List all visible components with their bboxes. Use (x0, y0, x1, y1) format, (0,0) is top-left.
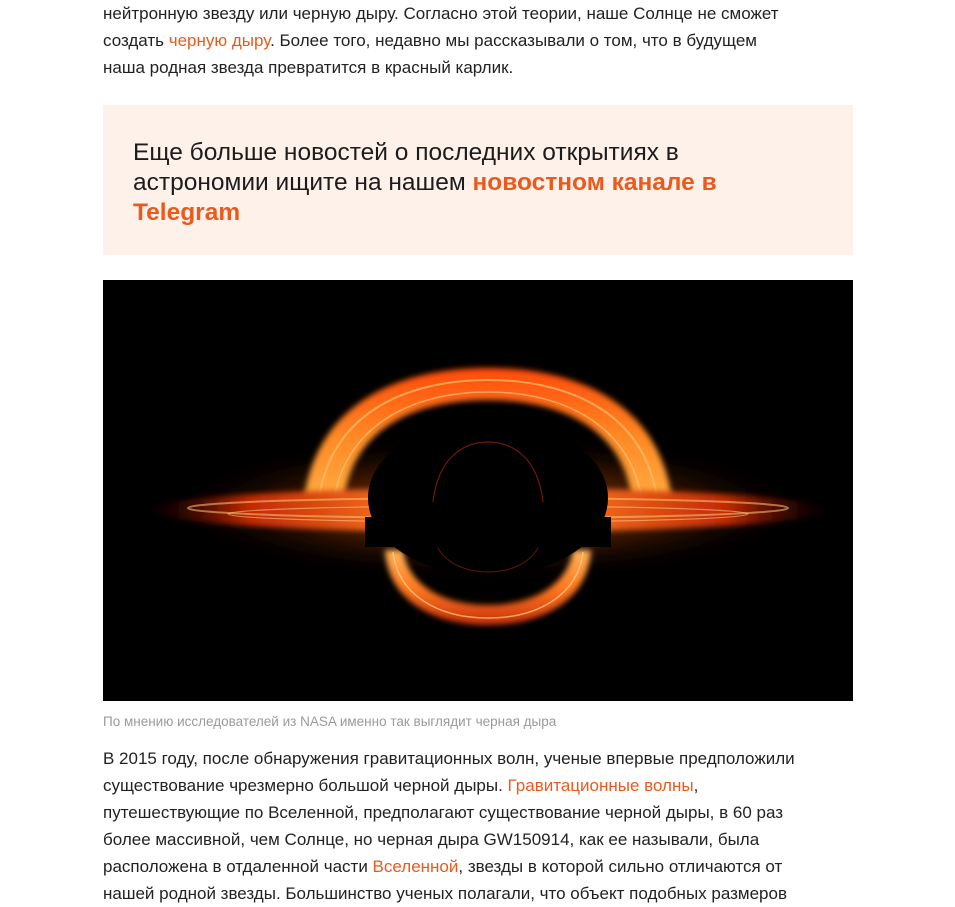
telegram-link-part-1: новостном канале в (472, 169, 717, 196)
promo-line-2: астрономии ищите на нашем (133, 169, 473, 196)
intro-line-1: нейтронную звезду или черную дыру. Согласно этой теории, наше Солнце не сможет (103, 4, 779, 23)
black-hole-image (103, 280, 853, 701)
gravitational-waves-link[interactable]: Гравитационные волны (507, 776, 694, 795)
universe-link[interactable]: Вселенной (372, 857, 459, 876)
intro-line-3: наша родная звезда превратится в красный карлик. (103, 58, 514, 77)
body-line-2-end: , (693, 776, 699, 795)
body-line-1: В 2015 году, после обнаружения гравитационных волн, ученые впервые предположили (103, 749, 795, 768)
promo-line-1: Еще больше новостей о последних открытиях в (133, 139, 679, 166)
telegram-promo-box (103, 105, 853, 255)
intro-line-2-end: . Более того, недавно мы рассказывали о том, что в будущем (270, 31, 757, 50)
promo-text (133, 138, 823, 228)
body-paragraph (103, 745, 853, 907)
body-line-5-start: расположена в отдаленной части (103, 857, 373, 876)
body-line-5-end: , звезды в которой сильно отличаются от (458, 857, 783, 876)
body-line-6: нашей родной звезды. Большинство ученых полагали, что объект подобных размеров (103, 884, 787, 903)
body-line-2-start: существование чрезмерно большой черной дыры. (103, 776, 508, 795)
telegram-link-part-2: Telegram (133, 199, 241, 226)
intro-line-2-start: создать (103, 31, 169, 50)
black-hole-illustration (103, 280, 853, 701)
body-line-4: более массивной, чем Солнце, но черная дыра GW150914, как ее называли, была (103, 830, 760, 849)
intro-paragraph (103, 0, 853, 81)
black-hole-link[interactable]: черную дыру (168, 31, 271, 50)
body-line-3: путешествующие по Вселенной, предполагают существование черной дыры, в 60 раз (103, 803, 784, 822)
image-caption: По мнению исследователей из NASA именно так выглядит черная дыра (103, 714, 557, 729)
